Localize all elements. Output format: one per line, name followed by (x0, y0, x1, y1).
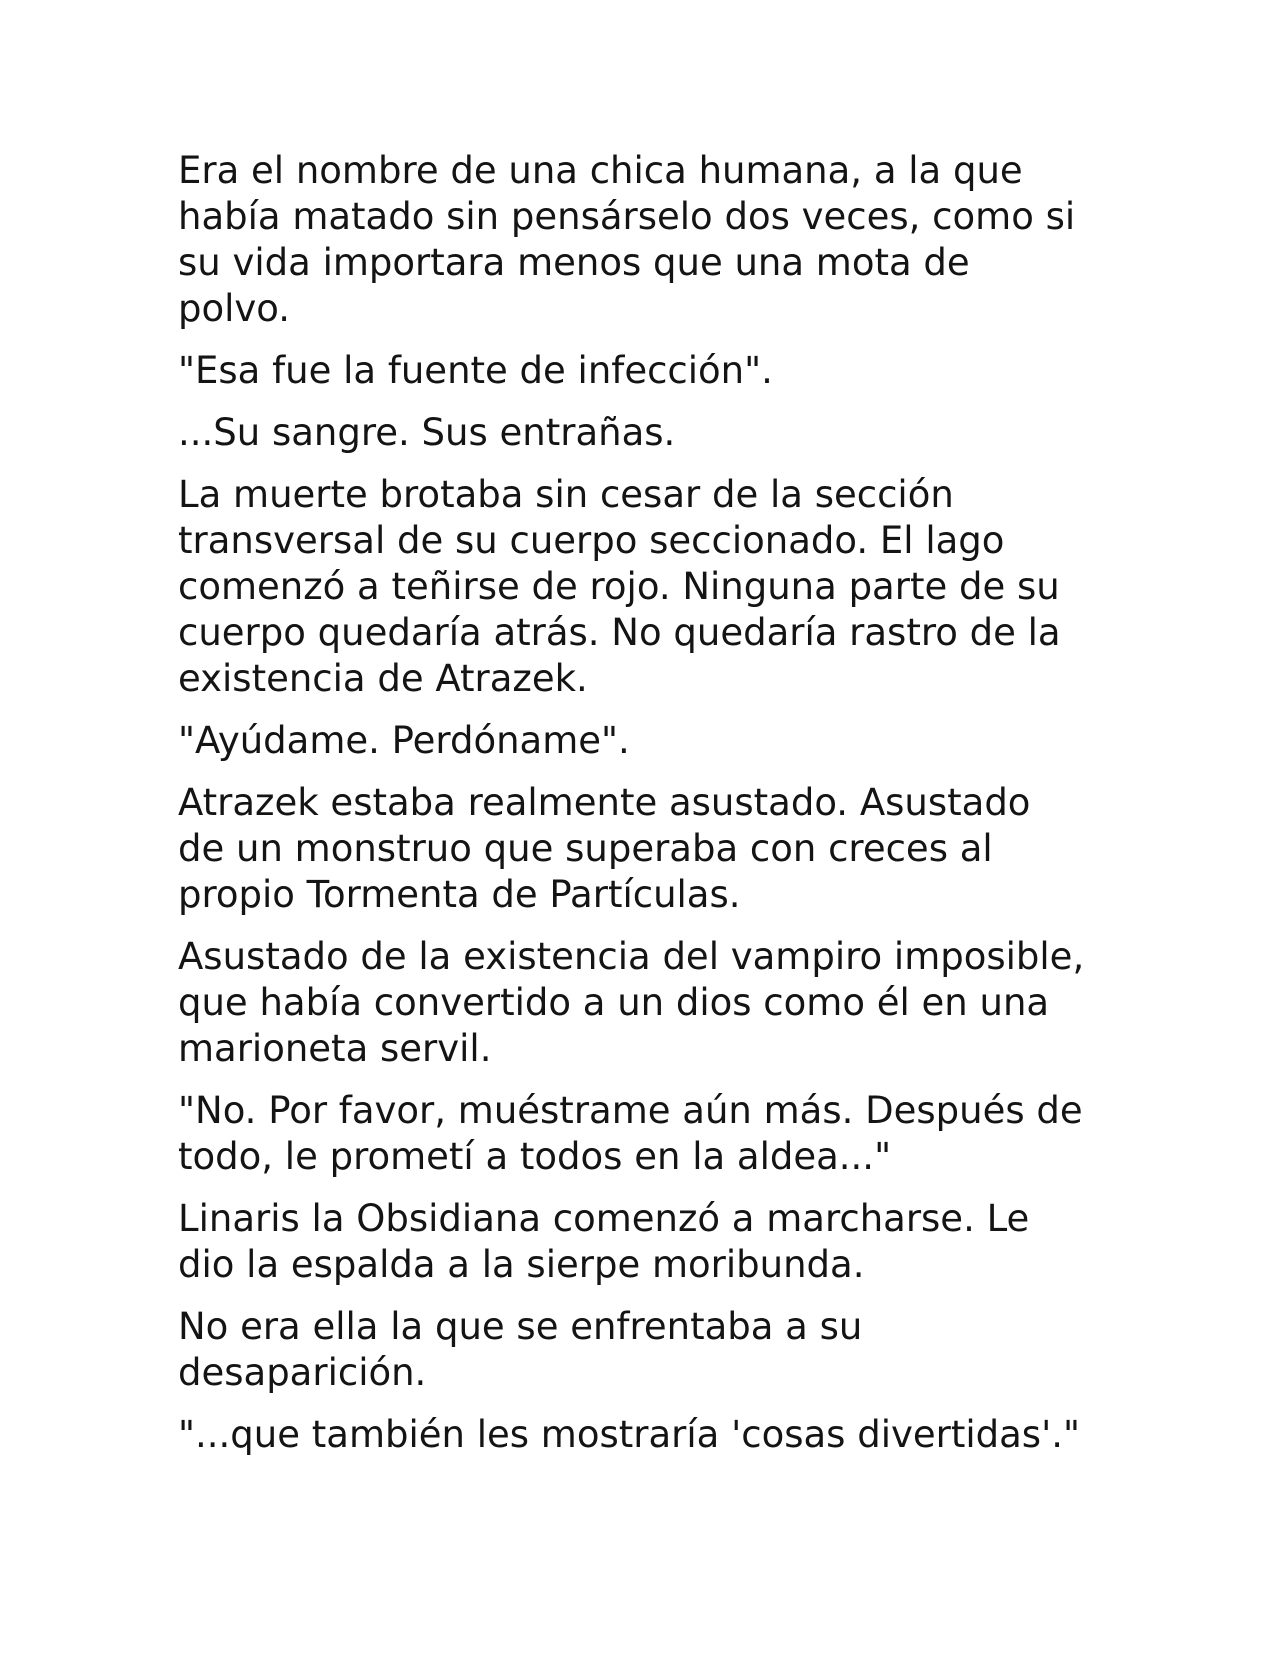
paragraph-2: "Esa fue la fuente de infección". (178, 349, 773, 392)
paragraph-4: La muerte brotaba sin cesar de la sección transversal de su cuerpo seccionado. El lago comenzó a teñirse de rojo. Ninguna parte de su cuerpo quedaría atrás. No quedaría rastro de la existencia de Atrazek. (178, 473, 1061, 700)
paragraph-7: Asustado de la existencia del vampiro imposible, que había convertido a un dios como él en una marioneta servil. (178, 935, 1085, 1070)
paragraph-11: "...que también les mostraría 'cosas divertidas'." (178, 1413, 1081, 1456)
paragraph-1: Era el nombre de una chica humana, a la que había matado sin pensárselo dos veces, como si su vida importara menos que una mota de polvo. (178, 149, 1076, 330)
paragraph-5: "Ayúdame. Perdóname". (178, 719, 630, 762)
paragraph-10: No era ella la que se enfrentaba a su desaparición. (178, 1305, 863, 1394)
paragraph-8: "No. Por favor, muéstrame aún más. Después de todo, le prometí a todos en la aldea..." (178, 1089, 1083, 1178)
paragraph-9: Linaris la Obsidiana comenzó a marcharse. Le dio la espalda a la sierpe moribunda. (178, 1197, 1030, 1286)
document-body (178, 148, 1118, 1474)
paragraph-3: ...Su sangre. Sus entrañas. (178, 411, 676, 454)
paragraph-6: Atrazek estaba realmente asustado. Asustado de un monstruo que superaba con creces al propio Tormenta de Partículas. (178, 781, 1031, 916)
